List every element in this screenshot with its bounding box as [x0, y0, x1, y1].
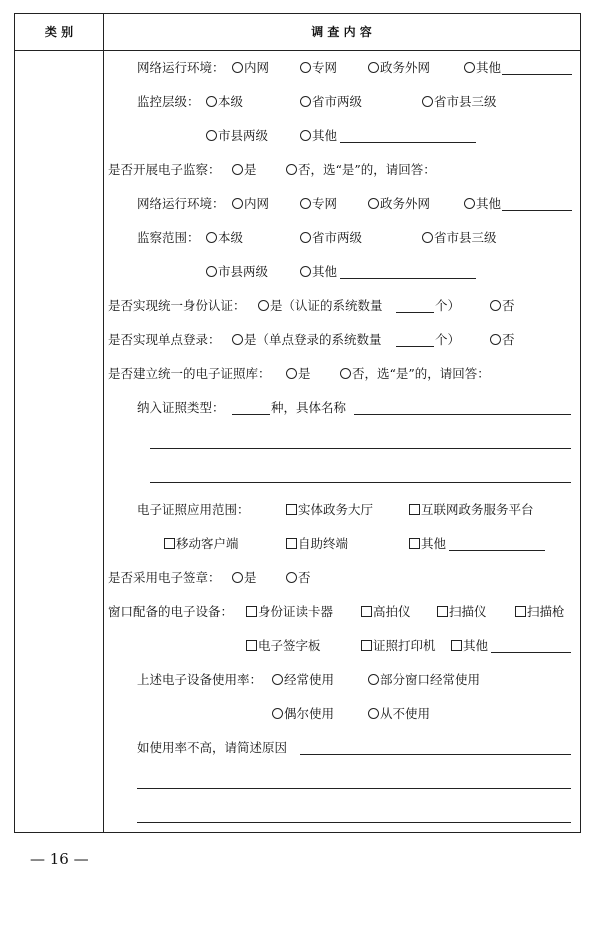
radio-icon: [206, 266, 217, 277]
net2-option-other[interactable]: 其他: [464, 196, 501, 212]
cert-names-blank-line-2[interactable]: [150, 448, 571, 449]
window-devices-question: 窗口配备的电子设备：: [108, 604, 234, 619]
column-divider: [103, 14, 104, 832]
device-option-doc-camera[interactable]: 高拍仪: [361, 604, 411, 620]
auth-question: 是否实现统一身份认证：: [108, 298, 246, 313]
checkbox-icon: [246, 640, 257, 651]
monitor-option-prov-city[interactable]: 省市两级: [300, 94, 362, 110]
radio-icon: [464, 62, 475, 73]
device-option-id-reader[interactable]: 身份证读卡器: [246, 604, 333, 620]
sso-option-yes[interactable]: 是（单点登录的系统数量: [232, 332, 382, 348]
device-other-blank[interactable]: [491, 652, 571, 653]
radio-icon: [232, 334, 243, 345]
net1-option-other[interactable]: 其他: [464, 60, 501, 76]
net2-other-blank[interactable]: [502, 210, 572, 211]
radio-icon: [368, 62, 379, 73]
cert-app-option-online[interactable]: 互联网政务服务平台: [409, 502, 534, 518]
net2-option-gov-extranet[interactable]: 政务外网: [368, 196, 430, 212]
cert-app-other-blank[interactable]: [449, 550, 545, 551]
device-option-cert-printer[interactable]: 证照打印机: [361, 638, 436, 654]
radio-icon: [232, 164, 243, 175]
esign-option-no[interactable]: 否: [286, 570, 311, 586]
checkbox-icon: [437, 606, 448, 617]
device-option-scan-gun[interactable]: 扫描枪: [515, 604, 565, 620]
device-option-other[interactable]: 其他: [451, 638, 488, 654]
radio-icon: [286, 164, 297, 175]
net1-option-intranet[interactable]: 内网: [232, 60, 269, 76]
radio-icon: [368, 198, 379, 209]
net1-label: 网络运行环境：: [137, 60, 225, 75]
radio-icon: [300, 232, 311, 243]
checkbox-icon: [409, 504, 420, 515]
net1-other-blank[interactable]: [502, 74, 572, 75]
supervision-option-no[interactable]: 否，选“是”的，请回答：: [286, 162, 436, 178]
header-category: 类 别: [44, 25, 74, 39]
cert-types-count-blank[interactable]: [232, 414, 270, 415]
cert-types-mid: 种，具体名称: [271, 400, 347, 415]
reason-blank-line-2[interactable]: [137, 788, 571, 789]
auth-option-yes[interactable]: 是（认证的系统数量: [258, 298, 383, 314]
cert-app-option-other[interactable]: 其他: [409, 536, 446, 552]
cert-option-no[interactable]: 否，选“是”的，请回答：: [340, 366, 490, 382]
radio-icon: [300, 198, 311, 209]
cert-names-blank[interactable]: [354, 414, 571, 415]
scope-label: 监察范围：: [137, 230, 200, 245]
cert-app-label: 电子证照应用范围：: [137, 502, 250, 517]
reason-label: 如使用率不高，请简述原因: [137, 740, 288, 755]
supervision-question: 是否开展电子监察：: [108, 162, 221, 177]
cert-option-yes[interactable]: 是: [286, 366, 311, 382]
radio-icon: [368, 674, 379, 685]
checkbox-icon: [451, 640, 462, 651]
radio-icon: [232, 198, 243, 209]
sso-suffix: 个）: [435, 332, 461, 347]
usage-option-often[interactable]: 经常使用: [272, 672, 334, 688]
auth-suffix: 个）: [435, 298, 461, 313]
radio-icon: [232, 62, 243, 73]
radio-icon: [232, 572, 243, 583]
net1-option-gov-extranet[interactable]: 政务外网: [368, 60, 430, 76]
device-option-scanner[interactable]: 扫描仪: [437, 604, 487, 620]
monitor-other-blank[interactable]: [340, 142, 476, 143]
radio-icon: [490, 300, 501, 311]
device-option-sign-pad[interactable]: 电子签字板: [246, 638, 321, 654]
scope-option-other[interactable]: 其他: [300, 264, 337, 280]
usage-label: 上述电子设备使用率：: [137, 672, 263, 687]
radio-icon: [300, 96, 311, 107]
radio-icon: [206, 232, 217, 243]
radio-icon: [300, 62, 311, 73]
radio-icon: [422, 96, 433, 107]
checkbox-icon: [361, 606, 372, 617]
header-content: 调 查 内 容: [311, 25, 372, 39]
scope-option-prov-city[interactable]: 省市两级: [300, 230, 362, 246]
radio-icon: [206, 96, 217, 107]
header-divider: [15, 50, 580, 51]
radio-icon: [272, 674, 283, 685]
checkbox-icon: [164, 538, 175, 549]
radio-icon: [206, 130, 217, 141]
radio-icon: [286, 572, 297, 583]
cert-names-blank-line-3[interactable]: [150, 482, 571, 483]
monitor-option-local[interactable]: 本级: [206, 94, 243, 110]
checkbox-icon: [246, 606, 257, 617]
scope-other-blank[interactable]: [340, 278, 476, 279]
checkbox-icon: [286, 504, 297, 515]
cert-question: 是否建立统一的电子证照库：: [108, 366, 271, 381]
scope-option-local[interactable]: 本级: [206, 230, 243, 246]
auth-option-no[interactable]: 否: [490, 298, 515, 314]
checkbox-icon: [409, 538, 420, 549]
cert-app-option-kiosk[interactable]: 自助终端: [286, 536, 348, 552]
usage-option-some-windows[interactable]: 部分窗口经常使用: [368, 672, 480, 688]
esign-option-yes[interactable]: 是: [232, 570, 257, 586]
radio-icon: [368, 708, 379, 719]
radio-icon: [272, 708, 283, 719]
sso-question: 是否实现单点登录：: [108, 332, 221, 347]
sso-option-no[interactable]: 否: [490, 332, 515, 348]
radio-icon: [464, 198, 475, 209]
checkbox-icon: [515, 606, 526, 617]
supervision-option-yes[interactable]: 是: [232, 162, 257, 178]
radio-icon: [258, 300, 269, 311]
radio-icon: [286, 368, 297, 379]
net2-option-intranet[interactable]: 内网: [232, 196, 269, 212]
cert-app-option-hall[interactable]: 实体政务大厅: [286, 502, 373, 518]
cert-app-option-mobile[interactable]: 移动客户端: [164, 536, 239, 552]
radio-icon: [490, 334, 501, 345]
auth-count-blank[interactable]: [396, 312, 434, 313]
scope-option-city-county[interactable]: 市县两级: [206, 264, 268, 280]
esign-question: 是否采用电子签章：: [108, 570, 221, 585]
checkbox-icon: [361, 640, 372, 651]
radio-icon: [300, 130, 311, 141]
radio-icon: [340, 368, 351, 379]
sso-count-blank[interactable]: [396, 346, 434, 347]
radio-icon: [422, 232, 433, 243]
usage-option-occasional[interactable]: 偶尔使用: [272, 706, 334, 722]
monitor-option-three-level[interactable]: 省市县三级: [422, 94, 497, 110]
net1-option-private[interactable]: 专网: [300, 60, 337, 76]
reason-blank-line-3[interactable]: [137, 822, 571, 823]
page-number: — 16 —: [30, 850, 89, 868]
cert-types-label: 纳入证照类型：: [137, 400, 225, 415]
net2-option-private[interactable]: 专网: [300, 196, 337, 212]
net2-label: 网络运行环境：: [137, 196, 225, 211]
usage-option-never[interactable]: 从不使用: [368, 706, 430, 722]
reason-blank[interactable]: [300, 754, 571, 755]
radio-icon: [300, 266, 311, 277]
monitor-level-label: 监控层级：: [137, 94, 200, 109]
monitor-option-city-county[interactable]: 市县两级: [206, 128, 268, 144]
scope-option-three-level[interactable]: 省市县三级: [422, 230, 497, 246]
monitor-option-other[interactable]: 其他: [300, 128, 337, 144]
checkbox-icon: [286, 538, 297, 549]
